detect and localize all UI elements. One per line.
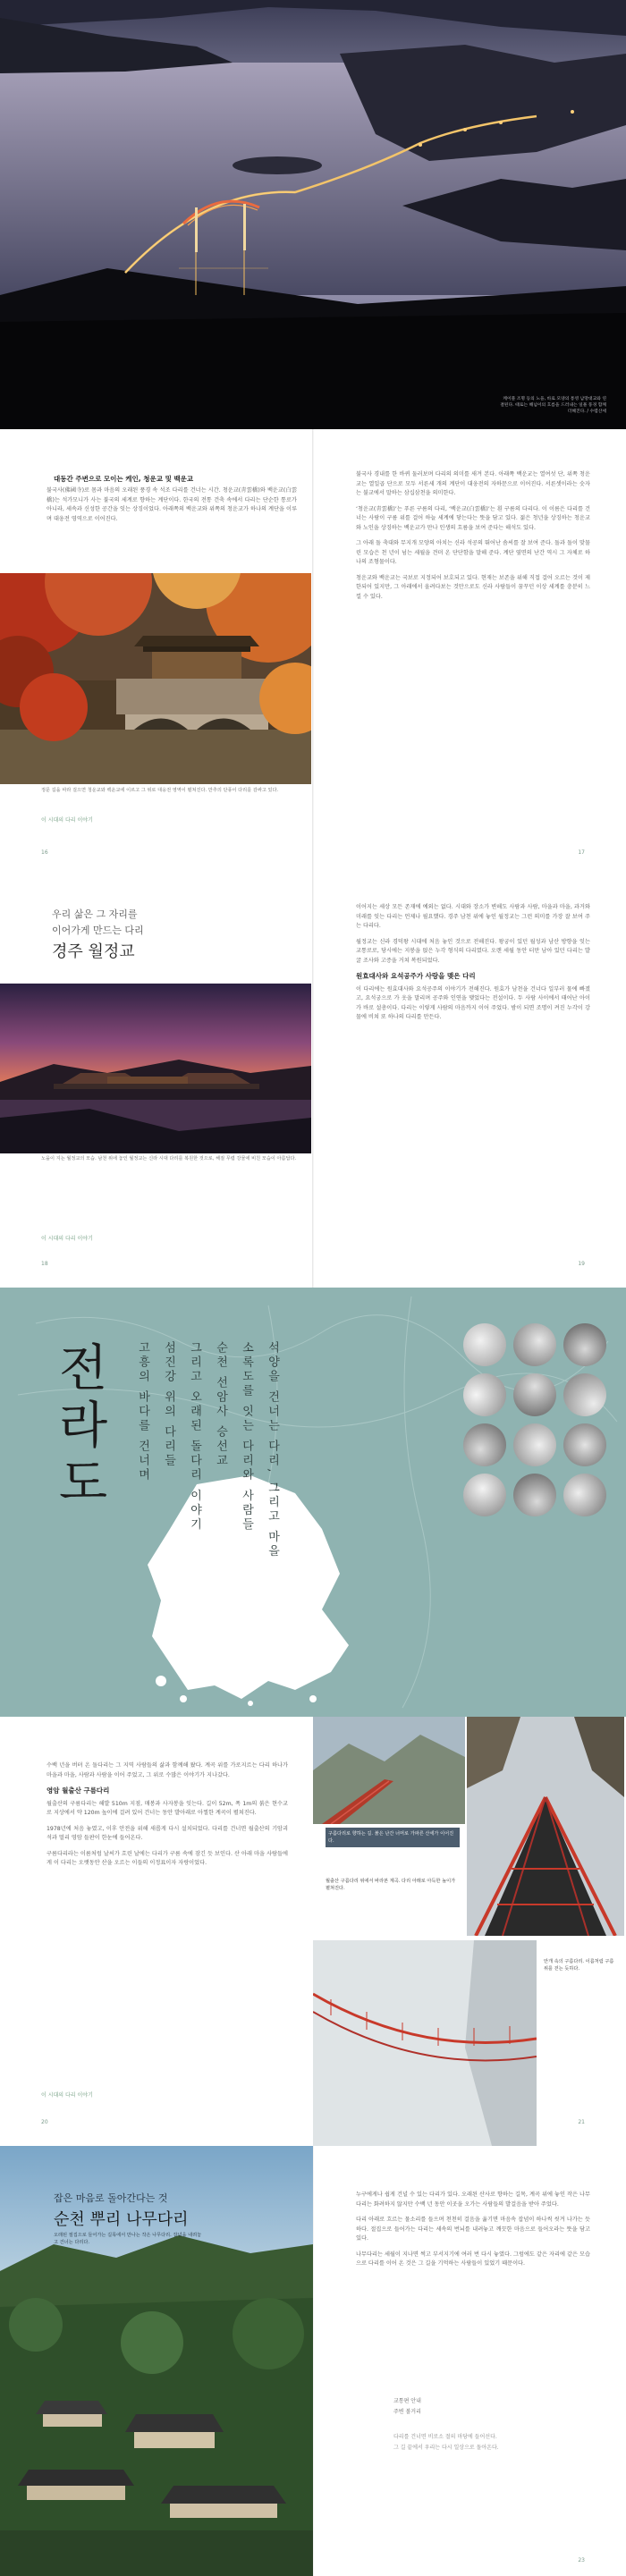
kicker-small: 오래된 절집으로 들어가는 길목에서 만나는 작은 나무다리. 잡념을 내려놓고 건너는 다리다. — [54, 2233, 202, 2245]
info-item: 교통편 안내 — [393, 2398, 421, 2404]
info-item: 주변 볼거리 — [393, 2409, 421, 2415]
spread-suncheon — [0, 2146, 626, 2576]
circle-photo — [563, 1423, 606, 1466]
kicker: 이어가게 만드는 다리 — [52, 925, 144, 936]
paragraph: ‘청운교(靑雲橋)’는 푸른 구름의 다리, ‘백운교(白雲橋)’는 흰 구름의 다리다. 이 이름은 다리를 건너는 사람이 구름 위를 걸어 하늘 세계에 닿는다는 뜻을 담고 있다. 젊은 청년을 상징하는 청운교와 노인을 상징하는 백운교가 만나 인생의 흐름을 보여 준다는 해석도 있다. — [356, 505, 590, 531]
paragraph: 그 아래 돌 축대와 무지개 모양의 아치는 신라 석공의 뛰어난 솜씨를 잘 보여 준다. 돌과 돌이 맞물린 모습은 천 년이 넘는 세월을 견뎌 온 단단함을 말해 준다. 계단 옆면의 난간 역시 그 자체로 하나의 조형물이다. — [356, 540, 590, 565]
spread-woljeonggyo — [0, 876, 626, 1288]
paragraph: 수백 년을 버텨 온 돌다리는 그 지역 사람들의 삶과 함께해 왔다. 계곡 위를 가로지르는 다리 하나가 마을과 마을, 사람과 사람을 이어 주었고, 그 위로 수많은 이야기가 지나갔다. — [47, 1762, 288, 1778]
article-title: 순천 뿌리 나무다리 — [54, 2210, 189, 2229]
page-number-left: 18 — [41, 1261, 48, 1267]
spread-bulguksa — [0, 429, 626, 876]
right-column — [356, 903, 590, 1029]
paragraph: 월출산의 구름다리는 해발 510m 지점, 매봉과 사자봉을 잇는다. 길이 52m, 폭 1m의 붉은 현수교로 지상에서 약 120m 높이에 걸려 있어 건너는 동안 발아래로 아찔한 계곡이 펼쳐진다. — [47, 1800, 288, 1816]
kicker: 잡은 마음로 돌아간다는 것 — [54, 2192, 168, 2204]
photo-caption: 안개 속의 구름다리. 이름처럼 구름 위를 걷는 듯하다. — [544, 1959, 614, 1972]
toc-item: 섬진강 위의 다리들 — [162, 1341, 175, 1469]
photo-caption: 구름다리로 향하는 길. 붉은 난간 너머로 가파른 산세가 이어진다. — [326, 1828, 460, 1847]
kicker: 우리 삶은 그 자리를 — [52, 908, 138, 920]
spread-wolchulsan — [0, 1717, 626, 2146]
circle-photo — [463, 1423, 506, 1466]
circle-photo — [463, 1474, 506, 1516]
photo-mountain-walkway — [313, 1717, 465, 1824]
photo-cloud-bridge-red — [467, 1717, 624, 1936]
paragraph: 불국사 경내를 한 바퀴 둘러보며 다리의 의미를 새겨 본다. 아래쪽 백운교는 열여섯 단, 위쪽 청운교는 열일곱 단으로 모두 서른세 개의 계단이 대웅전의 자하문으로 이어진다. 서른셋이라는 숫자는 불교에서 말하는 삼십삼천을 의미한다. — [356, 471, 590, 496]
paragraph: 1978년에 처음 놓였고, 이후 안전을 위해 새롭게 다시 설치되었다. 다리를 건너면 월출산의 기암괴석과 멀리 영암 들판이 한눈에 들어온다. — [47, 1825, 288, 1841]
paragraph: 이 다리에는 원효대사와 요석공주의 이야기가 전해진다. 원효가 남천을 건너다 일부러 물에 빠졌고, 요석궁으로 가 옷을 말리며 공주와 인연을 맺었다는 전설이다. 두 사람 사이에서 태어난 아이가 바로 설총이다. 다리는 이렇게 사람의 마음까지 이어 주었다. 밤이 되면 조명이 켜진 누각이 강물에 비쳐 또 하나의 다리를 만든다. — [356, 985, 590, 1020]
photo-harbor-bridge-dusk — [0, 0, 626, 429]
series-logo: 이 시대의 다리 이야기 — [41, 817, 93, 823]
photo-woljeonggyo-sunset — [0, 984, 311, 1153]
left-column — [47, 1761, 288, 1875]
article-heading: 대동간 주변으로 모이는 케인, 청운교 및 백운교 — [54, 475, 194, 483]
toc-item: 그리고 오래된 돌다리 이야기 — [188, 1341, 201, 1533]
closing-line: 그 길 끝에서 우리는 다시 일상으로 돌아온다. — [393, 2445, 499, 2451]
circle-photo — [513, 1323, 556, 1366]
spread-jeolla-opener — [0, 1288, 626, 1717]
circle-photo — [513, 1474, 556, 1516]
left-paragraph: 불국사(佛國寺)로 몸과 마음의 오래된 풍경 속 석조 다리를 건너는 시간. 청운교(靑雲橋)와 백운교(白雲橋)는 석가모니가 사는 불국의 세계로 향하는 계단이다. 한국의 전통 건축 속에서 다리는 단순한 통로가 아니라, 세속과 신성한 공간을 잇는 상징이었다. 아래쪽의 백운교와 위쪽의 청운교가 하나의 계단을 이루며 대웅전 영역으로 이어진다. — [47, 487, 297, 522]
page-number-right: 19 — [578, 1261, 585, 1267]
article-title: 경주 월정교 — [52, 942, 135, 961]
right-photo-panel — [313, 1717, 626, 2146]
right-column — [356, 470, 590, 608]
toc-item: 석양을 건너는 다리, 그리고 마을 — [266, 1341, 279, 1559]
series-logo: 이 시대의 다리 이야기 — [41, 2092, 93, 2099]
toc-columns — [134, 1341, 281, 1663]
section-subhead: 원효대사와 요석공주가 사랑을 맺은 다리 — [356, 972, 476, 980]
page-number-right: 23 — [578, 2557, 585, 2563]
circle-photo — [563, 1373, 606, 1416]
photo-cloud-bridge-fog — [313, 1940, 537, 2146]
circle-photo — [563, 1474, 606, 1516]
paragraph: 이어지는 세상 모든 존재에 예외는 없다. 시대와 장소가 변해도 사람과 사람, 마을과 마을, 과거와 미래를 잇는 다리는 언제나 필요했다. 경주 남천 위에 놓인 월정교는 그런 의미를 가장 잘 보여 주는 다리다. — [356, 904, 590, 929]
spread-harbor-bridge — [0, 0, 626, 429]
photo-bulguksa-autumn — [0, 573, 311, 784]
circle-photo — [463, 1323, 506, 1366]
gutter — [312, 876, 314, 1288]
circle-photo — [513, 1373, 556, 1416]
toc-item: 소록도를 잇는 다리와 사람들 — [240, 1341, 253, 1533]
paragraph: 나무다리는 세월이 지나면 썩고 부서지기에 여러 번 다시 놓였다. 그럼에도 같은 자리에 같은 모습으로 다리를 이어 온 것은 그 길을 기억하는 사람들이 있었기 때문이다. — [356, 2251, 590, 2267]
paragraph: 월정교는 신라 경덕왕 시대에 처음 놓인 것으로 전해진다. 왕궁이 있던 월성과 남산 방향을 잇는 교통로로, 당시에는 지붕을 얹은 누각 형식의 다리였다. 오랜 세월 동안 터만 남아 있던 다리는 발굴 조사와 고증을 거쳐 복원되었다. — [356, 938, 590, 964]
photo-caption: 정문 길을 따라 걸으면 청운교와 백운교에 이르고 그 위로 대웅전 영역이 펼쳐진다. 만추의 단풍이 다리를 감싸고 있다. — [41, 788, 279, 793]
info-list — [393, 2396, 421, 2418]
paragraph: 청운교와 백운교는 국보로 지정되어 보호되고 있다. 현재는 보존을 위해 직접 걸어 오르는 것이 제한되어 있지만, 그 아래에서 올려다보는 것만으로도 신라 사람들이 꿈꾸던 이상 세계를 충분히 느낄 수 있다. — [356, 574, 590, 600]
right-column — [356, 2191, 590, 2276]
toc-item: 고흥의 바다를 건너며 — [136, 1341, 149, 1483]
page-number-right: 17 — [578, 849, 585, 856]
paragraph: 구름다리라는 이름처럼 날씨가 흐린 날에는 다리가 구름 속에 잠긴 듯 보인다. 산 아래 마을 사람들에게 이 다리는 오랫동안 산을 오르는 이들의 이정표이자 자랑이었다. — [47, 1850, 288, 1866]
paragraph: 다리 아래로 흐르는 물소리를 들으며 천천히 걸음을 옮기면 마음속 잡념이 하나씩 씻겨 나가는 듯하다. 절집으로 들어가는 다리는 세속의 번뇌를 내려놓고 깨끗한 마음으로 들어오라는 뜻을 담고 있다. — [356, 2217, 590, 2242]
gutter — [312, 429, 314, 876]
page-number-right: 21 — [578, 2119, 585, 2125]
circle-photo-grid — [463, 1323, 606, 1516]
page-number-left: 20 — [41, 2119, 48, 2125]
photo-caption: 케이블 조명 등의 노을, 바로 모양의 통영 남망대교와 연결된다. 때로는 해넘이의 흐름을 드러내는 일몰 풍경 함께 더해진다. / 수렵산세 — [500, 397, 606, 414]
page-number-left: 16 — [41, 849, 48, 856]
closing-line: 다리를 건너면 비로소 절의 마당에 들어선다. — [393, 2434, 497, 2440]
circle-photo — [563, 1323, 606, 1366]
section-subhead: 영암 월출산 구름다리 — [47, 1786, 110, 1795]
circle-photo — [463, 1373, 506, 1416]
closing-note — [393, 2432, 499, 2454]
photo-caption: 월출산 구름다리 위에서 바라본 계곡. 다리 아래로 아득한 높이가 펼쳐진다. — [326, 1879, 456, 1891]
paragraph: 누구에게나 쉽게 건널 수 있는 다리가 있다. 오래된 산사로 향하는 길목, 계곡 위에 놓인 작은 나무다리는 화려하지 않지만 수백 년 동안 이곳을 오가는 사람들의 발걸음을 받아 주었다. — [356, 2192, 590, 2208]
series-logo: 이 시대의 다리 이야기 — [41, 1236, 93, 1242]
toc-item: 순천 선암사 승선교 — [214, 1341, 227, 1469]
photo-caption: 노을이 지는 월정교의 모습. 남천 위에 놓인 월정교는 신라 시대 다리를 복원한 것으로, 해질 무렵 강물에 비친 모습이 아름답다. — [41, 1156, 297, 1161]
circle-photo — [513, 1423, 556, 1466]
section-title: 전라도 — [50, 1341, 108, 1513]
